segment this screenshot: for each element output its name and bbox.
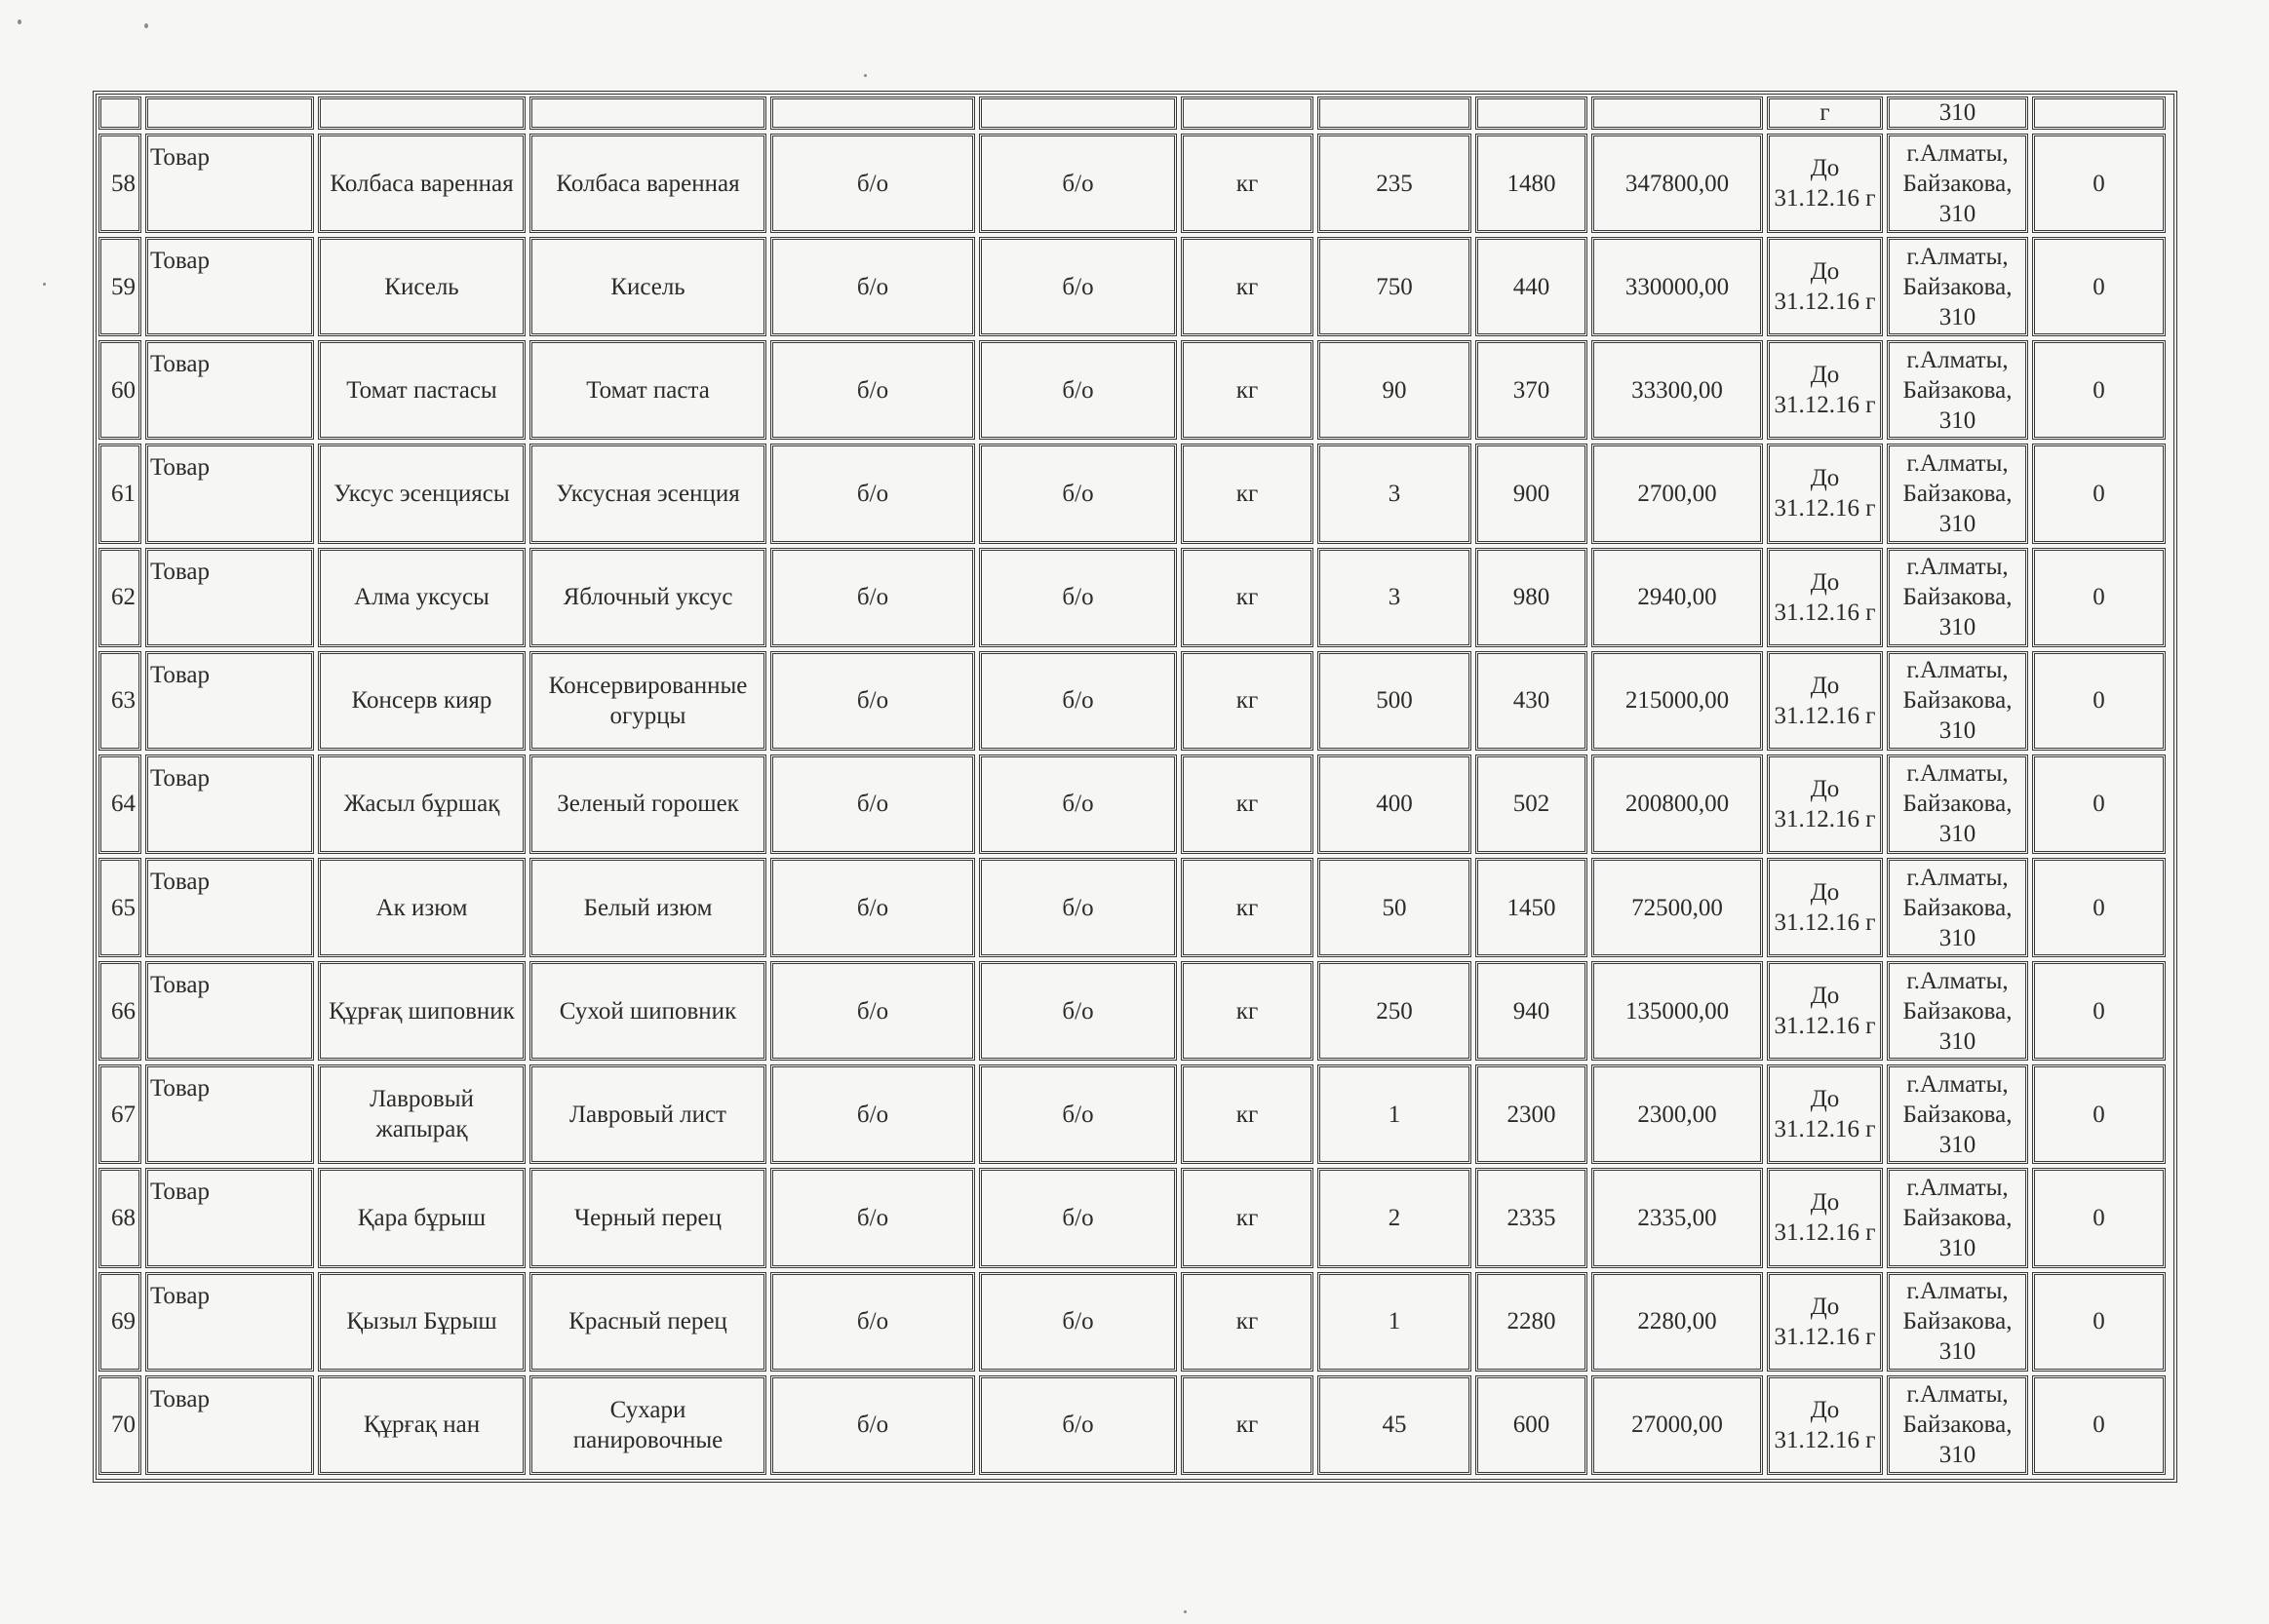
item-price: 2335 xyxy=(1475,1168,1587,1267)
advance-payment: 0 xyxy=(2032,961,2166,1061)
delivery-term: До 31.12.16 г xyxy=(1767,1272,1883,1372)
item-name-ru: Консервированные огурцы xyxy=(529,651,766,751)
item-price: 980 xyxy=(1475,548,1587,647)
item-sum: 135000,00 xyxy=(1591,961,1763,1061)
item-unit: кг xyxy=(1181,1375,1313,1475)
fragment-cell-term: г xyxy=(1767,97,1883,130)
fragment-cell-address: 310 xyxy=(1887,97,2028,130)
item-price: 502 xyxy=(1475,754,1587,854)
item-name-ru: Зеленый горошек xyxy=(529,754,766,854)
item-sum: 215000,00 xyxy=(1591,651,1763,751)
item-spec-full: б/о xyxy=(979,237,1177,336)
delivery-address: г.Алматы, Байзакова, 310 xyxy=(1887,1375,2028,1475)
item-name-ru: Сухой шиповник xyxy=(529,961,766,1061)
delivery-term: До 31.12.16 г xyxy=(1767,961,1883,1061)
item-kind: Товар xyxy=(145,340,314,440)
item-quantity: 2 xyxy=(1317,1168,1471,1267)
item-spec-short: б/о xyxy=(770,1064,975,1164)
item-spec-short: б/о xyxy=(770,237,975,336)
row-number: 59 xyxy=(98,237,141,336)
item-spec-short: б/о xyxy=(770,858,975,957)
row-number: 68 xyxy=(98,1168,141,1267)
item-quantity: 1 xyxy=(1317,1272,1471,1372)
item-name-kz: Құрғақ нан xyxy=(318,1375,526,1475)
item-name-ru: Белый изюм xyxy=(529,858,766,957)
fragment-cell-no xyxy=(98,97,141,130)
item-unit: кг xyxy=(1181,651,1313,751)
item-spec-full: б/о xyxy=(979,1064,1177,1164)
fragment-cell-name-kz xyxy=(318,97,526,130)
item-spec-full: б/о xyxy=(979,1272,1177,1372)
scan-speck xyxy=(1184,1610,1187,1613)
item-spec-short: б/о xyxy=(770,1375,975,1475)
delivery-address: г.Алматы, Байзакова, 310 xyxy=(1887,134,2028,233)
item-name-ru: Лавровый лист xyxy=(529,1064,766,1164)
item-sum: 347800,00 xyxy=(1591,134,1763,233)
item-kind: Товар xyxy=(145,754,314,854)
advance-payment: 0 xyxy=(2032,858,2166,957)
delivery-address: г.Алматы, Байзакова, 310 xyxy=(1887,961,2028,1061)
item-kind: Товар xyxy=(145,237,314,336)
item-unit: кг xyxy=(1181,1064,1313,1164)
delivery-term: До 31.12.16 г xyxy=(1767,651,1883,751)
item-price: 370 xyxy=(1475,340,1587,440)
row-number: 64 xyxy=(98,754,141,854)
item-name-kz: Лавровый жапырақ xyxy=(318,1064,526,1164)
item-spec-full: б/о xyxy=(979,134,1177,233)
item-sum: 2940,00 xyxy=(1591,548,1763,647)
advance-payment: 0 xyxy=(2032,1272,2166,1372)
item-quantity: 90 xyxy=(1317,340,1471,440)
delivery-address: г.Алматы, Байзакова, 310 xyxy=(1887,1168,2028,1267)
item-unit: кг xyxy=(1181,548,1313,647)
item-unit: кг xyxy=(1181,1168,1313,1267)
procurement-table xyxy=(93,91,2177,1483)
item-spec-short: б/о xyxy=(770,651,975,751)
item-name-kz: Томат пастасы xyxy=(318,340,526,440)
item-kind: Товар xyxy=(145,444,314,543)
item-spec-full: б/о xyxy=(979,1375,1177,1475)
delivery-address: г.Алматы, Байзакова, 310 xyxy=(1887,237,2028,336)
item-quantity: 400 xyxy=(1317,754,1471,854)
fragment-cell-spec1 xyxy=(770,97,975,130)
item-spec-full: б/о xyxy=(979,651,1177,751)
advance-payment: 0 xyxy=(2032,651,2166,751)
item-name-kz: Колбаса варенная xyxy=(318,134,526,233)
delivery-term: До 31.12.16 г xyxy=(1767,340,1883,440)
delivery-address: г.Алматы, Байзакова, 310 xyxy=(1887,1272,2028,1372)
fragment-cell-price xyxy=(1475,97,1587,130)
item-sum: 2700,00 xyxy=(1591,444,1763,543)
delivery-address: г.Алматы, Байзакова, 310 xyxy=(1887,754,2028,854)
delivery-term: До 31.12.16 г xyxy=(1767,858,1883,957)
item-name-ru: Сухари панировочные xyxy=(529,1375,766,1475)
item-name-kz: Кисель xyxy=(318,237,526,336)
delivery-address: г.Алматы, Байзакова, 310 xyxy=(1887,444,2028,543)
row-number: 65 xyxy=(98,858,141,957)
row-number: 61 xyxy=(98,444,141,543)
item-price: 1450 xyxy=(1475,858,1587,957)
fragment-cell-unit xyxy=(1181,97,1313,130)
scan-speck xyxy=(18,19,21,24)
item-spec-short: б/о xyxy=(770,1272,975,1372)
item-name-ru: Кисель xyxy=(529,237,766,336)
advance-payment: 0 xyxy=(2032,1168,2166,1267)
item-quantity: 500 xyxy=(1317,651,1471,751)
advance-payment: 0 xyxy=(2032,1375,2166,1475)
item-kind: Товар xyxy=(145,961,314,1061)
item-price: 600 xyxy=(1475,1375,1587,1475)
item-spec-full: б/о xyxy=(979,548,1177,647)
item-name-kz: Қара бұрыш xyxy=(318,1168,526,1267)
advance-payment: 0 xyxy=(2032,754,2166,854)
item-kind: Товар xyxy=(145,858,314,957)
fragment-cell-kind xyxy=(145,97,314,130)
advance-payment: 0 xyxy=(2032,237,2166,336)
delivery-term: До 31.12.16 г xyxy=(1767,1375,1883,1475)
advance-payment: 0 xyxy=(2032,134,2166,233)
delivery-term: До 31.12.16 г xyxy=(1767,134,1883,233)
item-price: 2300 xyxy=(1475,1064,1587,1164)
delivery-address: г.Алматы, Байзакова, 310 xyxy=(1887,1064,2028,1164)
item-spec-full: б/о xyxy=(979,340,1177,440)
item-unit: кг xyxy=(1181,237,1313,336)
scan-speck xyxy=(144,23,148,28)
item-unit: кг xyxy=(1181,858,1313,957)
item-quantity: 1 xyxy=(1317,1064,1471,1164)
delivery-address: г.Алматы, Байзакова, 310 xyxy=(1887,340,2028,440)
item-price: 430 xyxy=(1475,651,1587,751)
scan-speck xyxy=(43,283,46,286)
item-kind: Товар xyxy=(145,1375,314,1475)
item-quantity: 3 xyxy=(1317,444,1471,543)
item-spec-short: б/о xyxy=(770,134,975,233)
fragment-cell-qty xyxy=(1317,97,1471,130)
item-sum: 27000,00 xyxy=(1591,1375,1763,1475)
delivery-term: До 31.12.16 г xyxy=(1767,444,1883,543)
item-spec-short: б/о xyxy=(770,340,975,440)
item-spec-short: б/о xyxy=(770,961,975,1061)
item-kind: Товар xyxy=(145,134,314,233)
advance-payment: 0 xyxy=(2032,1064,2166,1164)
item-name-kz: Жасыл бұршақ xyxy=(318,754,526,854)
item-price: 2280 xyxy=(1475,1272,1587,1372)
item-sum: 330000,00 xyxy=(1591,237,1763,336)
item-unit: кг xyxy=(1181,1272,1313,1372)
item-name-ru: Черный перец xyxy=(529,1168,766,1267)
item-spec-full: б/о xyxy=(979,754,1177,854)
item-unit: кг xyxy=(1181,134,1313,233)
scan-speck xyxy=(864,74,867,77)
row-number: 70 xyxy=(98,1375,141,1475)
item-price: 940 xyxy=(1475,961,1587,1061)
fragment-cell-name-ru xyxy=(529,97,766,130)
item-quantity: 235 xyxy=(1317,134,1471,233)
item-kind: Товар xyxy=(145,548,314,647)
delivery-term: До 31.12.16 г xyxy=(1767,548,1883,647)
item-name-kz: Құрғақ шиповник xyxy=(318,961,526,1061)
row-number: 62 xyxy=(98,548,141,647)
item-spec-full: б/о xyxy=(979,858,1177,957)
item-kind: Товар xyxy=(145,1168,314,1267)
delivery-address: г.Алматы, Байзакова, 310 xyxy=(1887,548,2028,647)
row-number: 69 xyxy=(98,1272,141,1372)
item-unit: кг xyxy=(1181,444,1313,543)
item-spec-short: б/о xyxy=(770,1168,975,1267)
row-number: 58 xyxy=(98,134,141,233)
item-kind: Товар xyxy=(145,1064,314,1164)
item-unit: кг xyxy=(1181,961,1313,1061)
item-kind: Товар xyxy=(145,651,314,751)
item-name-ru: Уксусная эсенция xyxy=(529,444,766,543)
row-number: 60 xyxy=(98,340,141,440)
delivery-term: До 31.12.16 г xyxy=(1767,754,1883,854)
advance-payment: 0 xyxy=(2032,340,2166,440)
item-spec-short: б/о xyxy=(770,548,975,647)
item-quantity: 750 xyxy=(1317,237,1471,336)
item-spec-short: б/о xyxy=(770,754,975,854)
fragment-cell-spec2 xyxy=(979,97,1177,130)
item-name-kz: Уксус эсенциясы xyxy=(318,444,526,543)
item-quantity: 45 xyxy=(1317,1375,1471,1475)
delivery-address: г.Алматы, Байзакова, 310 xyxy=(1887,651,2028,751)
item-unit: кг xyxy=(1181,754,1313,854)
delivery-address: г.Алматы, Байзакова, 310 xyxy=(1887,858,2028,957)
row-number: 67 xyxy=(98,1064,141,1164)
item-name-ru: Яблочный уксус xyxy=(529,548,766,647)
item-sum: 33300,00 xyxy=(1591,340,1763,440)
item-price: 900 xyxy=(1475,444,1587,543)
delivery-term: До 31.12.16 г xyxy=(1767,1168,1883,1267)
item-name-kz: Консерв кияр xyxy=(318,651,526,751)
item-sum: 2280,00 xyxy=(1591,1272,1763,1372)
item-quantity: 250 xyxy=(1317,961,1471,1061)
item-name-kz: Алма уксусы xyxy=(318,548,526,647)
item-spec-full: б/о xyxy=(979,1168,1177,1267)
delivery-term: До 31.12.16 г xyxy=(1767,237,1883,336)
item-name-ru: Колбаса варенная xyxy=(529,134,766,233)
item-unit: кг xyxy=(1181,340,1313,440)
item-spec-full: б/о xyxy=(979,444,1177,543)
fragment-cell-sum xyxy=(1591,97,1763,130)
item-price: 1480 xyxy=(1475,134,1587,233)
item-sum: 200800,00 xyxy=(1591,754,1763,854)
item-name-ru: Красный перец xyxy=(529,1272,766,1372)
delivery-term: До 31.12.16 г xyxy=(1767,1064,1883,1164)
item-kind: Товар xyxy=(145,1272,314,1372)
row-number: 66 xyxy=(98,961,141,1061)
item-spec-full: б/о xyxy=(979,961,1177,1061)
advance-payment: 0 xyxy=(2032,548,2166,647)
row-number: 63 xyxy=(98,651,141,751)
item-name-kz: Ак изюм xyxy=(318,858,526,957)
item-price: 440 xyxy=(1475,237,1587,336)
advance-payment: 0 xyxy=(2032,444,2166,543)
item-spec-short: б/о xyxy=(770,444,975,543)
item-sum: 2300,00 xyxy=(1591,1064,1763,1164)
item-quantity: 50 xyxy=(1317,858,1471,957)
fragment-cell-advance xyxy=(2032,97,2166,130)
item-sum: 72500,00 xyxy=(1591,858,1763,957)
item-sum: 2335,00 xyxy=(1591,1168,1763,1267)
item-name-ru: Томат паста xyxy=(529,340,766,440)
item-quantity: 3 xyxy=(1317,548,1471,647)
item-name-kz: Қызыл Бұрыш xyxy=(318,1272,526,1372)
